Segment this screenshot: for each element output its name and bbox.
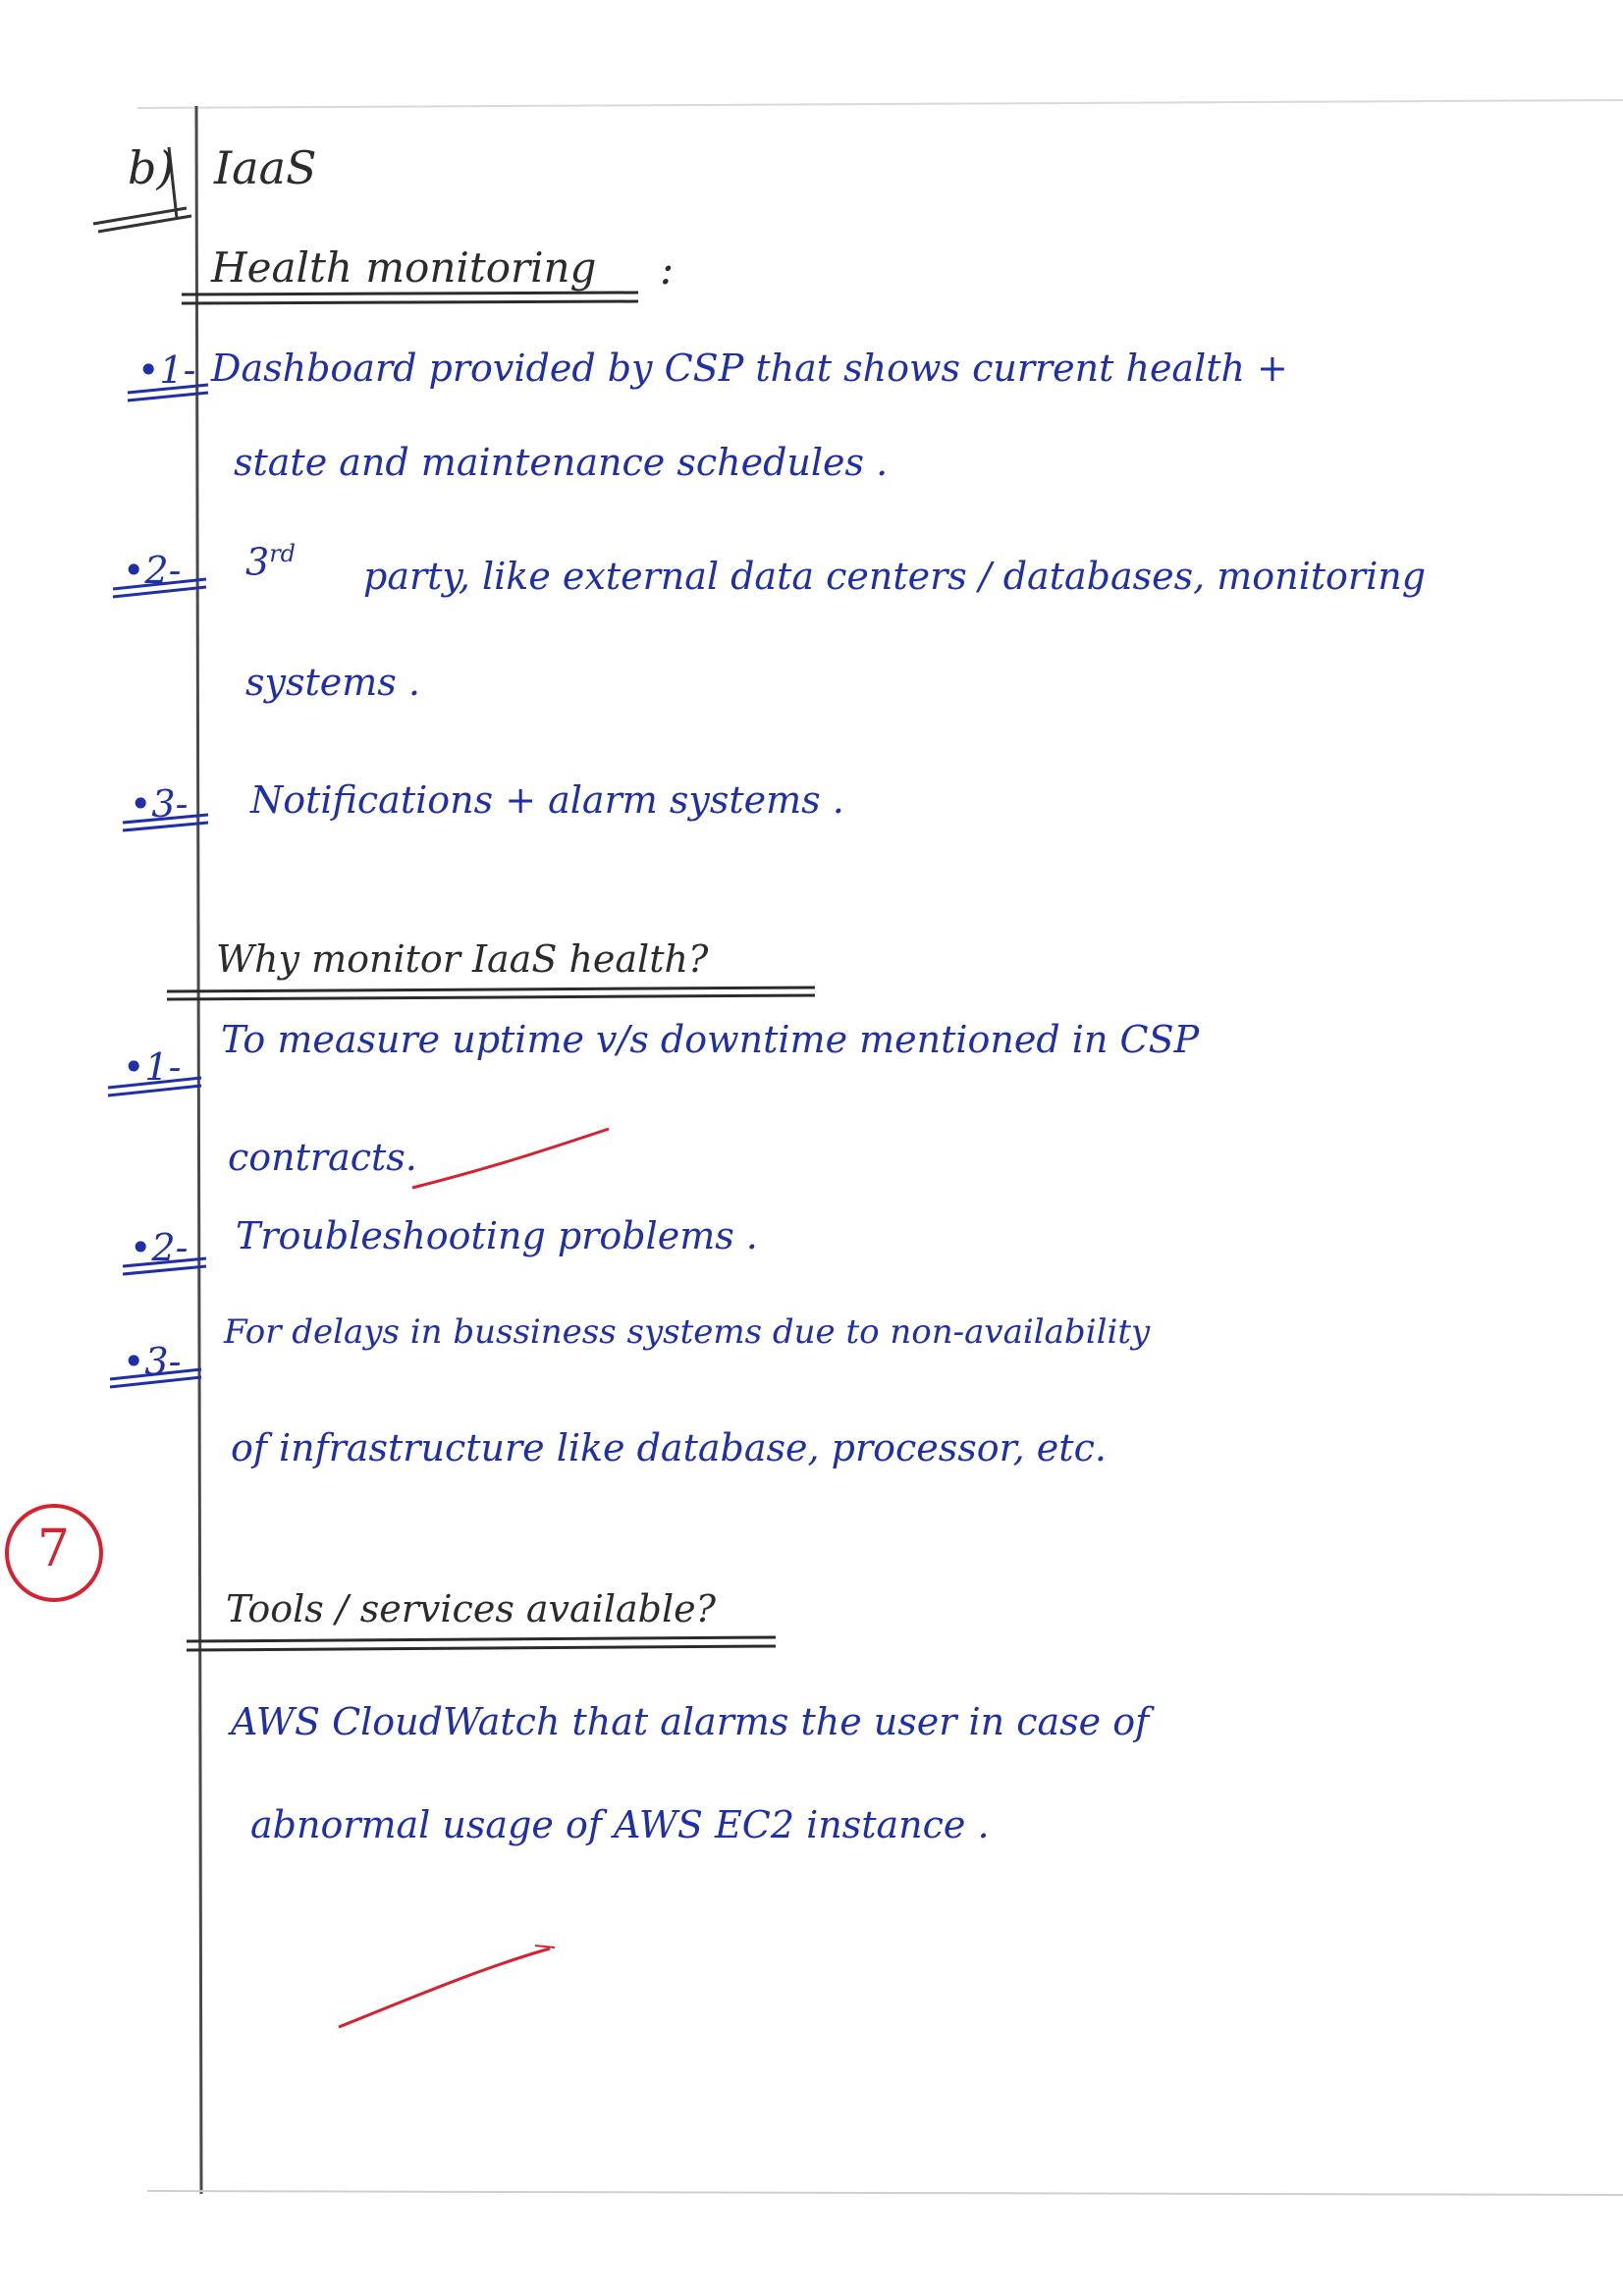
bottom-rule — [147, 2191, 1623, 2195]
margin-line — [196, 106, 201, 2194]
item-text: Troubleshooting problems . — [236, 1214, 758, 1257]
heading-underline — [182, 293, 638, 294]
item-text: party, like external data centers / databases, monitoring — [363, 555, 1427, 598]
heading-underline-2 — [167, 995, 815, 999]
item-text: contracts. — [228, 1136, 417, 1179]
top-rule — [137, 100, 1623, 108]
item-number: •3- — [123, 1340, 182, 1383]
tools-text: AWS CloudWatch that alarms the user in case of — [231, 1700, 1150, 1743]
grade-mark: 7 — [37, 1520, 71, 1578]
item-text: state and maintenance schedules . — [234, 441, 889, 484]
section-label: b) — [128, 141, 175, 194]
ordinal — [245, 540, 297, 584]
item-text: systems . — [245, 661, 420, 704]
tools-heading: Tools / services available? — [226, 1587, 716, 1630]
label-underline-2 — [98, 216, 191, 232]
item-text: of infrastructure like database, processor, etc. — [231, 1426, 1107, 1469]
heading-underline — [187, 1637, 776, 1641]
ordinal-number: 3 — [245, 540, 270, 584]
ordinal-suffix: rd — [269, 540, 297, 567]
section-title: IaaS — [214, 141, 317, 194]
item-text: For delays in bussiness systems due to non-availability — [224, 1312, 1151, 1352]
red-pen-stroke-tail — [535, 1946, 555, 1948]
red-correction-mark — [412, 1129, 609, 1188]
item-number: •2- — [123, 549, 182, 592]
health-monitoring-heading: Health monitoring — [211, 243, 597, 292]
why-monitor-heading: Why monitor IaaS health? — [216, 937, 709, 981]
label-underline — [93, 208, 187, 224]
item-number: •1- — [137, 348, 196, 392]
heading-underline — [167, 988, 815, 991]
item-text: To measure uptime v/s downtime mentioned in CSP — [221, 1018, 1200, 1061]
red-pen-stroke — [339, 1949, 550, 2027]
heading-underline-2 — [182, 301, 638, 303]
heading-colon: : — [660, 245, 675, 294]
item-text: Notifications + alarm systems . — [250, 778, 844, 822]
tools-text: abnormal usage of AWS EC2 instance . — [250, 1803, 990, 1846]
item-text: Dashboard provided by CSP that shows current health + — [211, 347, 1288, 390]
item-number: •3- — [130, 782, 189, 826]
item-number: •1- — [123, 1045, 182, 1089]
heading-underline-2 — [187, 1646, 776, 1650]
item-number: •2- — [130, 1226, 189, 1269]
